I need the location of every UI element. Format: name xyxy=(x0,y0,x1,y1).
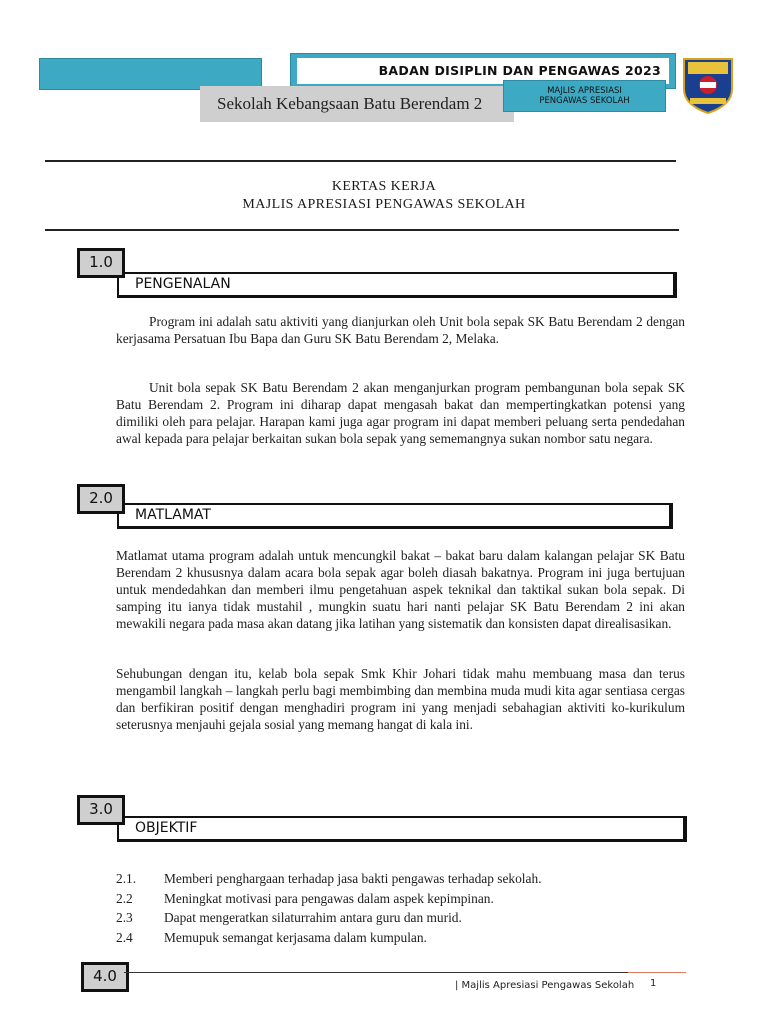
list-item-number: 2.2 xyxy=(116,891,133,906)
list-item-number: 2.4 xyxy=(116,930,133,945)
title-rule-bottom xyxy=(45,229,679,231)
footer-title: | Majlis Apresiasi Pengawas Sekolah xyxy=(455,980,635,991)
list-item-text: Memupuk semangat kerjasama dalam kumpulan. xyxy=(164,930,427,945)
doc-title-line1: KERTAS KERJA xyxy=(331,179,437,194)
list-item-number: 2.1. xyxy=(116,871,137,886)
paragraph: Program ini adalah satu aktiviti yang dianjurkan oleh Unit bola sepak SK Batu Berendam 2 dengan kerjasama Persatuan Ibu Bapa dan Guru SK Batu Berendam 2, Melaka. xyxy=(116,314,685,346)
list-item xyxy=(116,929,427,946)
section-heading-pengenalan: PENGENALAN xyxy=(117,272,677,298)
section-heading-objektif: OBJEKTIF xyxy=(117,816,687,842)
section-number-3: 3.0 xyxy=(77,795,125,825)
list-item xyxy=(116,890,494,907)
event-tag xyxy=(503,80,666,112)
footer-rule xyxy=(124,972,684,973)
school-name: Sekolah Kebangsaan Batu Berendam 2 xyxy=(200,86,514,122)
paragraph: Unit bola sepak SK Batu Berendam 2 akan menganjurkan program pembangunan bola sepak SK Batu Berendam 2. Program ini diharap dapat mengasah bakat dan mempertingkatkan potensi yang dimiliki oleh para pelajar. Harapan kami juga agar program ini dapat memberi peluang serta pendedahan awal kepada para pelajar berkaitan sukan bola sepak yang sememangnya sukan nombor satu negara. xyxy=(116,380,685,446)
event-tag-line1: MAJLIS APRESIASI xyxy=(547,86,622,96)
paragraph: Sehubungan dengan itu, kelab bola sepak Smk Khir Johari tidak mahu membuang masa dan terus mengambil langkah – langkah perlu bagi membimbing dan membina muda mudi kita agar sentiasa cergas dan berfikiran positif dengan menghadiri program ini yang menjadi sebahagian aktiviti ko-kurikulum seterusnya menjauhi gejala sosial yang memang hangat di kala ini. xyxy=(116,666,685,732)
section-number-1: 1.0 xyxy=(77,248,125,278)
list-item-number: 2.3 xyxy=(116,910,133,925)
paragraph: Matlamat utama program adalah untuk mencungkil bakat – bakat baru dalam kalangan pelajar SK Batu Berendam 2 khususnya dalam acara bola sepak agar boleh diasah bakatnya. Program ini juga bertujuan untuk mendedahkan dan memberi ilmu pengetahuan aspek teknikal dan taktikal sukan bola sepak. Di samping itu ianya tidak mustahil , mungkin suatu hari nanti pelajar SK Batu Berendam 2 ini akan mewakili negara pada masa akan datang jika latihan yang sistematik dan konsisten dapat direalisasikan. xyxy=(116,548,685,631)
footer-accent-rule xyxy=(628,972,686,973)
org-title: BADAN DISIPLIN DAN PENGAWAS 2023 xyxy=(297,58,669,84)
section-number-2: 2.0 xyxy=(77,484,125,514)
section-number-4: 4.0 xyxy=(81,962,129,992)
list-item xyxy=(116,909,462,926)
list-item xyxy=(116,870,542,887)
list-item-text: Dapat mengeratkan silaturrahim antara guru dan murid. xyxy=(164,910,462,925)
page-number: 1 xyxy=(650,978,657,989)
doc-title-line2: MAJLIS APRESIASI PENGAWAS SEKOLAH xyxy=(242,197,526,212)
school-logo-icon xyxy=(680,55,736,115)
list-item-text: Memberi penghargaan terhadap jasa bakti pengawas terhadap sekolah. xyxy=(164,871,542,886)
list-item-text: Meningkat motivasi para pengawas dalam aspek kepimpinan. xyxy=(164,891,494,906)
title-rule-top xyxy=(45,160,676,162)
section-heading-matlamat: MATLAMAT xyxy=(117,503,673,529)
event-tag-line2: PENGAWAS SEKOLAH xyxy=(539,96,630,106)
